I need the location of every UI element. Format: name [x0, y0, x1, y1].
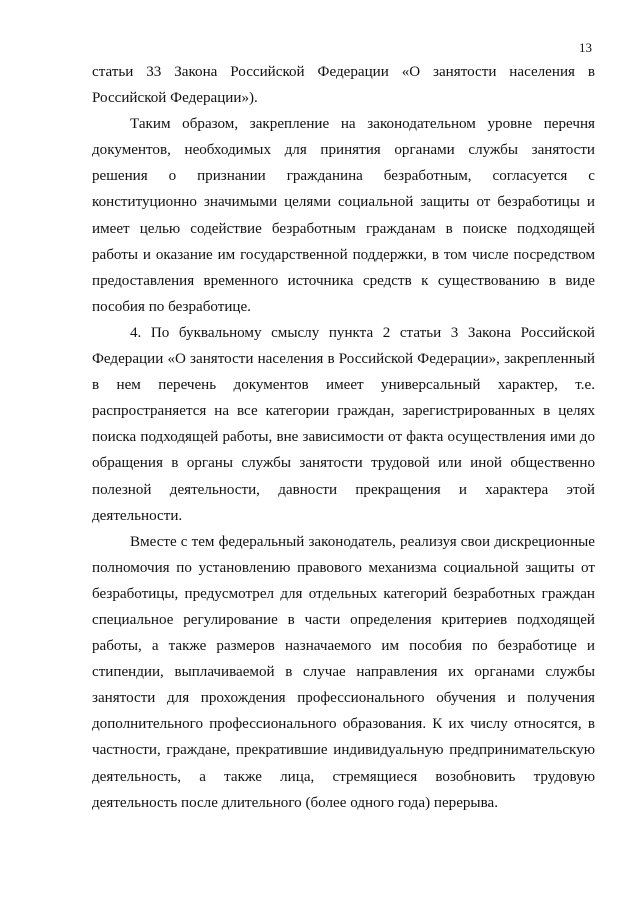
text-line: работы, а также размеров назначаемого им пособия по безработице и [92, 638, 595, 655]
text-line: имеет целью содействие безработным гражданам в поиске подходящей [92, 220, 595, 237]
text-line: предоставления временного источника средств к существованию в виде [92, 272, 595, 289]
text-line: Российской Федерации»). [92, 90, 258, 107]
text-line: полномочия по установлению правового механизма социальной защиты от [92, 559, 595, 576]
text-line: в нем перечень документов имеет универсальный характер, т.е. [92, 377, 595, 394]
document-body [92, 59, 595, 816]
text-line: статьи 33 Закона Российской Федерации «О занятости населения в [92, 64, 595, 80]
text-line: поиска подходящей работы, вне зависимости от факта осуществления ими до [92, 429, 595, 446]
text-line: Таким образом, закрепление на законодательном уровне перечня [130, 116, 595, 133]
paragraph [92, 111, 595, 320]
paragraph [92, 529, 595, 816]
text-line: специальное регулирование в части определения критериев подходящей [92, 611, 595, 628]
text-line: конституционно значимыми целями социальной защиты от безработицы и [92, 194, 595, 211]
text-line: обращения в органы службы занятости трудовой или иной общественно [92, 455, 595, 472]
text-line: стипендии, выплачиваемой в случае направления их органами службы [92, 664, 595, 681]
text-line: занятости для прохождения профессионального обучения и получения [92, 690, 595, 707]
text-line: полезной деятельности, давности прекращения и характера этой [92, 481, 595, 498]
text-line: Федерации «О занятости населения в Российской Федерации», закрепленный [92, 351, 595, 368]
text-line: безработицы, предусмотрел для отдельных категорий безработных граждан [92, 585, 595, 602]
text-line: распространяется на все категории граждан, зарегистрированных в целях [92, 403, 595, 420]
text-line: 4. По буквальному смыслу пункта 2 статьи 3 Закона Российской [130, 324, 595, 341]
paragraph [92, 320, 595, 529]
text-line: решения о признании гражданина безработным, согласуется с [92, 168, 595, 185]
text-line: Вместе с тем федеральный законодатель, реализуя свои дискреционные [130, 533, 595, 550]
text-line: деятельность после длительного (более одного года) перерыва. [92, 794, 498, 811]
text-line: работы и оказание им государственной поддержки, в том числе посредством [92, 246, 595, 263]
text-line: документов, необходимых для принятия органами службы занятости [92, 142, 595, 159]
text-line: пособия по безработице. [92, 298, 251, 315]
text-line: деятельность, а также лица, стремящиеся возобновить трудовую [92, 768, 595, 785]
text-line: дополнительного профессионального образования. К их числу относятся, в [92, 716, 595, 733]
paragraph [92, 59, 595, 111]
text-line: частности, граждане, прекратившие индивидуальную предпринимательскую [92, 742, 595, 759]
page-number: 13 [579, 40, 592, 55]
text-line: деятельности. [92, 507, 183, 524]
